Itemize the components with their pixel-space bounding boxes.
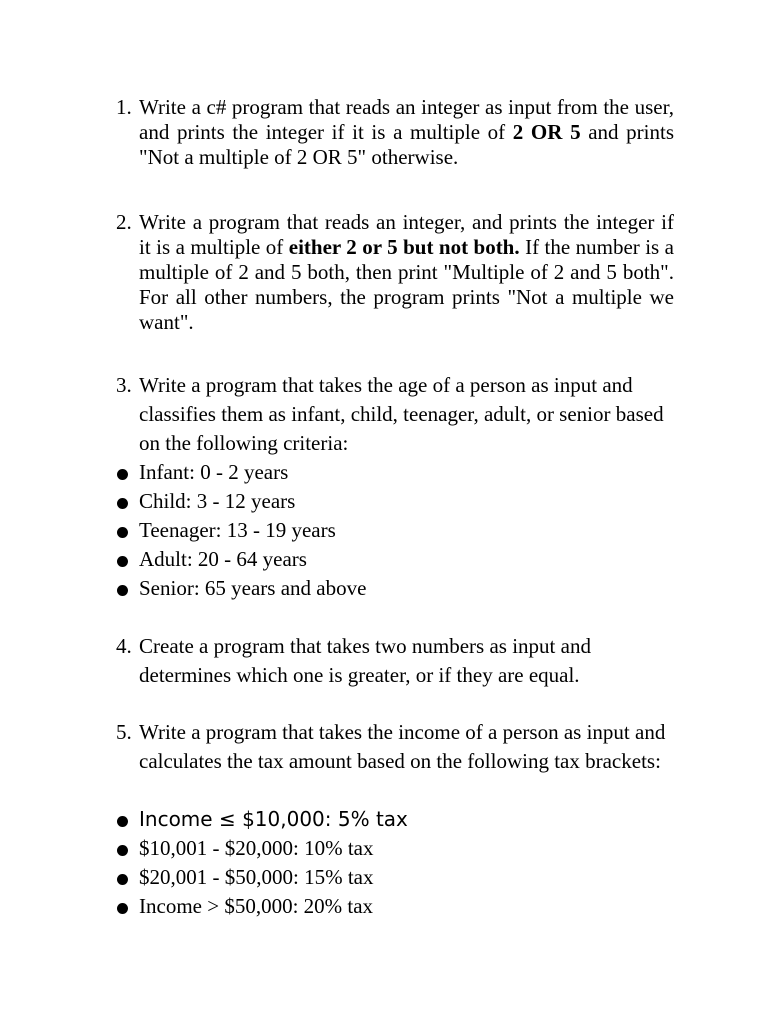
bullet-icon	[117, 469, 128, 480]
item-text: Write a program that takes the income of a person as input and calculates the tax amount based on the following tax brackets:	[139, 720, 666, 773]
list-item-5	[116, 718, 674, 776]
bullet-text: Senior: 65 years and above	[139, 576, 367, 600]
item-text	[139, 95, 674, 170]
item-text-bold: 2 OR 5	[512, 120, 581, 144]
item-number: 3.	[116, 373, 132, 397]
list-item-3	[116, 371, 674, 458]
bullet-icon	[117, 816, 128, 827]
bullet-text: Adult: 20 - 64 years	[139, 547, 307, 571]
bullet-icon	[117, 498, 128, 509]
age-criteria-list	[116, 458, 674, 603]
bullet-icon	[117, 845, 128, 856]
item-text-part: Write a c# program that reads an integer as input from the user, and prints the integer if it is a multiple of	[139, 95, 674, 144]
item-text-bold: either 2 or 5 but not both.	[288, 235, 520, 259]
bullet-icon	[117, 903, 128, 914]
item-text-part: If the number is a multiple of 2 and 5 both, then print "Multiple of 2 and 5 both". For all other numbers, the program prints "Not a multiple we want".	[139, 235, 674, 334]
item-text	[139, 210, 674, 335]
bullet-icon	[117, 527, 128, 538]
bullet-text: $20,001 - $50,000: 15% tax	[139, 865, 374, 889]
bullet-item	[116, 834, 674, 863]
bullet-icon	[117, 585, 128, 596]
bullet-text: Income ≤ $10,000: 5% tax	[139, 807, 408, 831]
bullet-item	[116, 574, 674, 603]
item-text: Write a program that takes the age of a person as input and classifies them as infant, child, teenager, adult, or senior based on the following criteria:	[139, 373, 664, 455]
bullet-item	[116, 487, 674, 516]
item-text-part: and prints "Not a multiple of 2 OR 5" otherwise.	[139, 120, 675, 169]
item-text-part: Write a program that reads an integer, and prints the integer if it is a multiple of	[139, 210, 674, 259]
bullet-text: Child: 3 - 12 years	[139, 489, 296, 513]
item-number: 4.	[116, 634, 132, 658]
bullet-item	[116, 458, 674, 487]
bullet-text: Teenager: 13 - 19 years	[139, 518, 336, 542]
bullet-item	[116, 805, 674, 834]
list-item-2	[116, 210, 674, 335]
bullet-icon	[117, 874, 128, 885]
bullet-item	[116, 892, 674, 921]
tax-brackets-list	[116, 805, 674, 921]
item-number: 5.	[116, 720, 132, 744]
bullet-text: $10,001 - $20,000: 10% tax	[139, 836, 374, 860]
list-item-1	[116, 95, 674, 170]
bullet-text: Income > $50,000: 20% tax	[139, 894, 374, 918]
list-item-4	[116, 632, 674, 690]
item-text: Create a program that takes two numbers as input and determines which one is greater, or if they are equal.	[139, 634, 591, 687]
bullet-text: Infant: 0 - 2 years	[139, 460, 289, 484]
item-number: 1.	[116, 95, 132, 119]
bullet-item	[116, 863, 674, 892]
bullet-icon	[117, 556, 128, 567]
bullet-item	[116, 516, 674, 545]
item-number: 2.	[116, 210, 132, 234]
bullet-item	[116, 545, 674, 574]
